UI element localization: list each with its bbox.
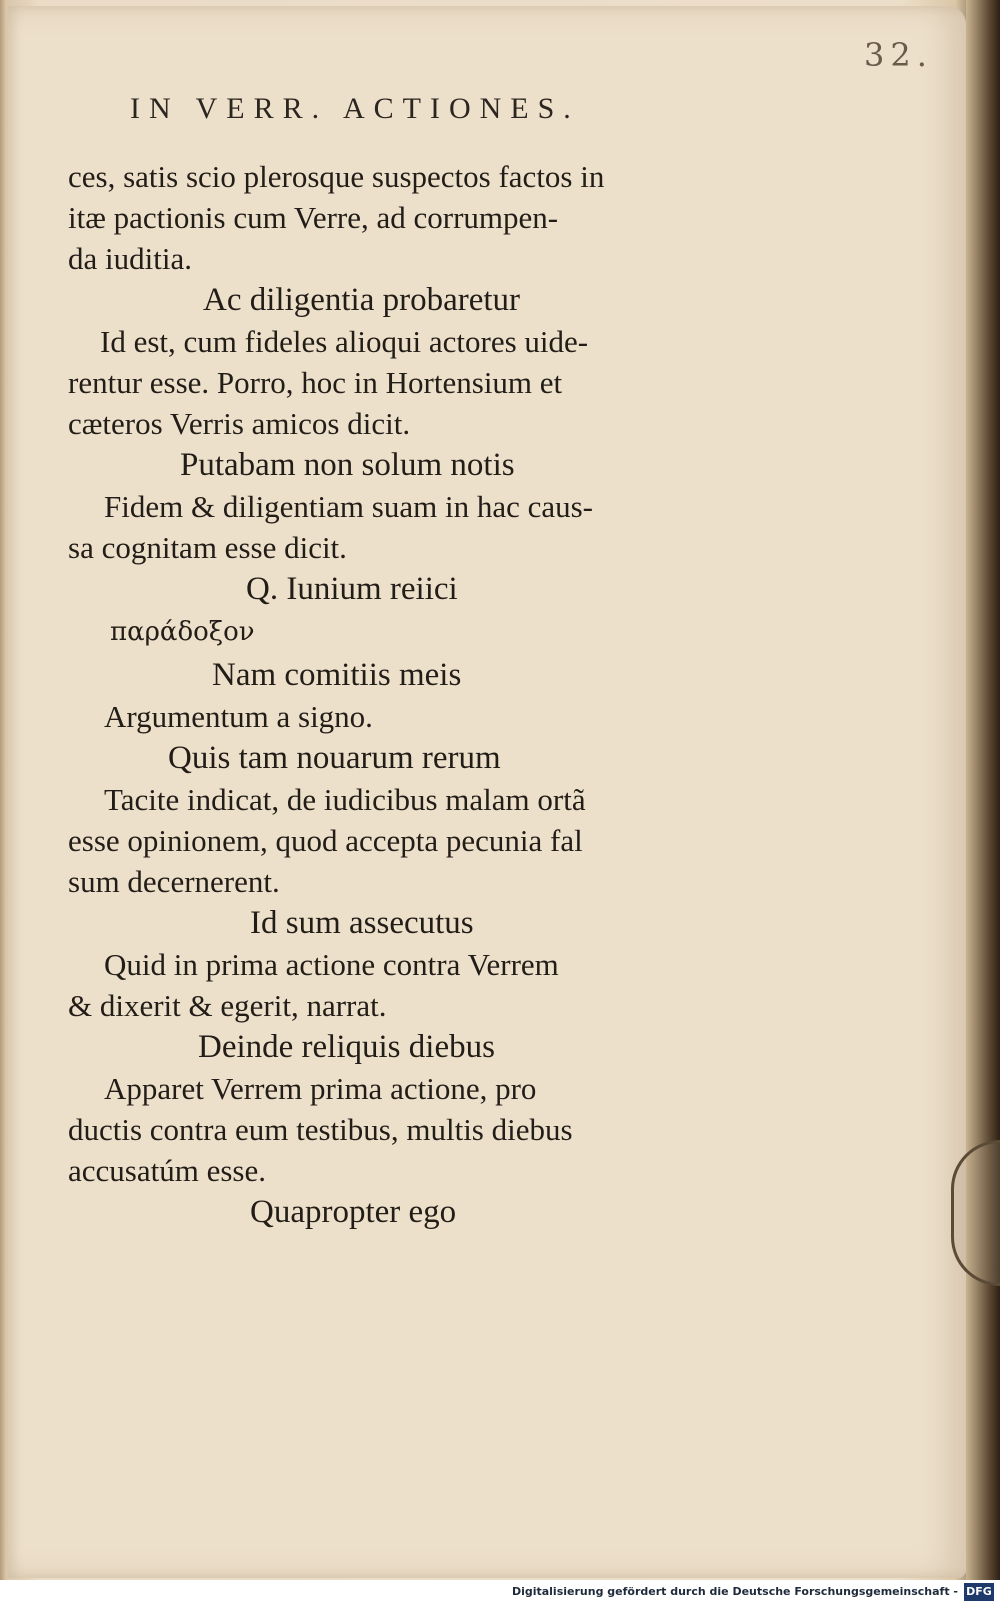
lemma-line: Quapropter ego	[250, 1194, 457, 1230]
text-line: Quid in prima actione contra Verrem	[104, 947, 559, 982]
text-line: esse opinionem, quod accepta pecunia fal	[68, 823, 583, 858]
lemma-line: Nam comitiis meis	[212, 657, 462, 693]
text-line: ces, satis scio plerosque suspectos factos in	[68, 159, 605, 194]
lemma-line: Putabam non solum notis	[180, 447, 515, 483]
commentary-text	[68, 156, 698, 1233]
dfg-logo: DFG	[964, 1583, 994, 1601]
text-line: Apparet Verrem prima actione, pro	[104, 1071, 537, 1106]
lemma-line: Id sum assecutus	[250, 905, 474, 941]
text-line: rentur esse. Porro, hoc in Hortensium et	[68, 365, 563, 400]
folio-number: 32.	[864, 36, 933, 74]
lemma-line: Ac diligentia probaretur	[203, 282, 521, 318]
text-line: Argumentum a signo.	[104, 699, 373, 734]
text-line: ductis contra eum testibus, multis diebus	[68, 1112, 573, 1147]
text-line: sa cognitam esse dicit.	[68, 530, 347, 565]
text-line: itæ pactionis cum Verre, ad corrumpen-	[68, 200, 559, 235]
lemma-line: Quis tam nouarum rerum	[168, 740, 501, 776]
text-line: sum decernerent.	[68, 864, 280, 899]
digitization-credit: Digitalisierung gefördert durch die Deutsche Forschungsgemeinschaft -	[511, 1585, 958, 1598]
book-fore-edge	[966, 0, 1000, 1580]
text-line: da iuditia.	[68, 241, 192, 276]
text-line: Tacite indicat, de iudicibus malam ortã	[104, 782, 586, 817]
lemma-line: Q. Iunium reiici	[246, 571, 458, 607]
lemma-line: Deinde reliquis diebus	[198, 1029, 495, 1065]
text-line: accusatúm esse.	[68, 1153, 266, 1188]
text-line: cæteros Verris amicos dicit.	[68, 406, 411, 441]
footer-bar	[0, 1580, 1000, 1606]
book-page	[8, 6, 966, 1578]
text-line: Id est, cum fideles alioqui actores uide-	[100, 324, 589, 359]
text-line: & dixerit & egerit, narrat.	[68, 988, 387, 1023]
text-line: Fidem & diligentiam suam in hac caus-	[104, 489, 594, 524]
book-clasp	[951, 1140, 1000, 1286]
greek-word: παράδοξον	[110, 617, 255, 647]
running-head: IN VERR. ACTIONES.	[130, 92, 580, 125]
